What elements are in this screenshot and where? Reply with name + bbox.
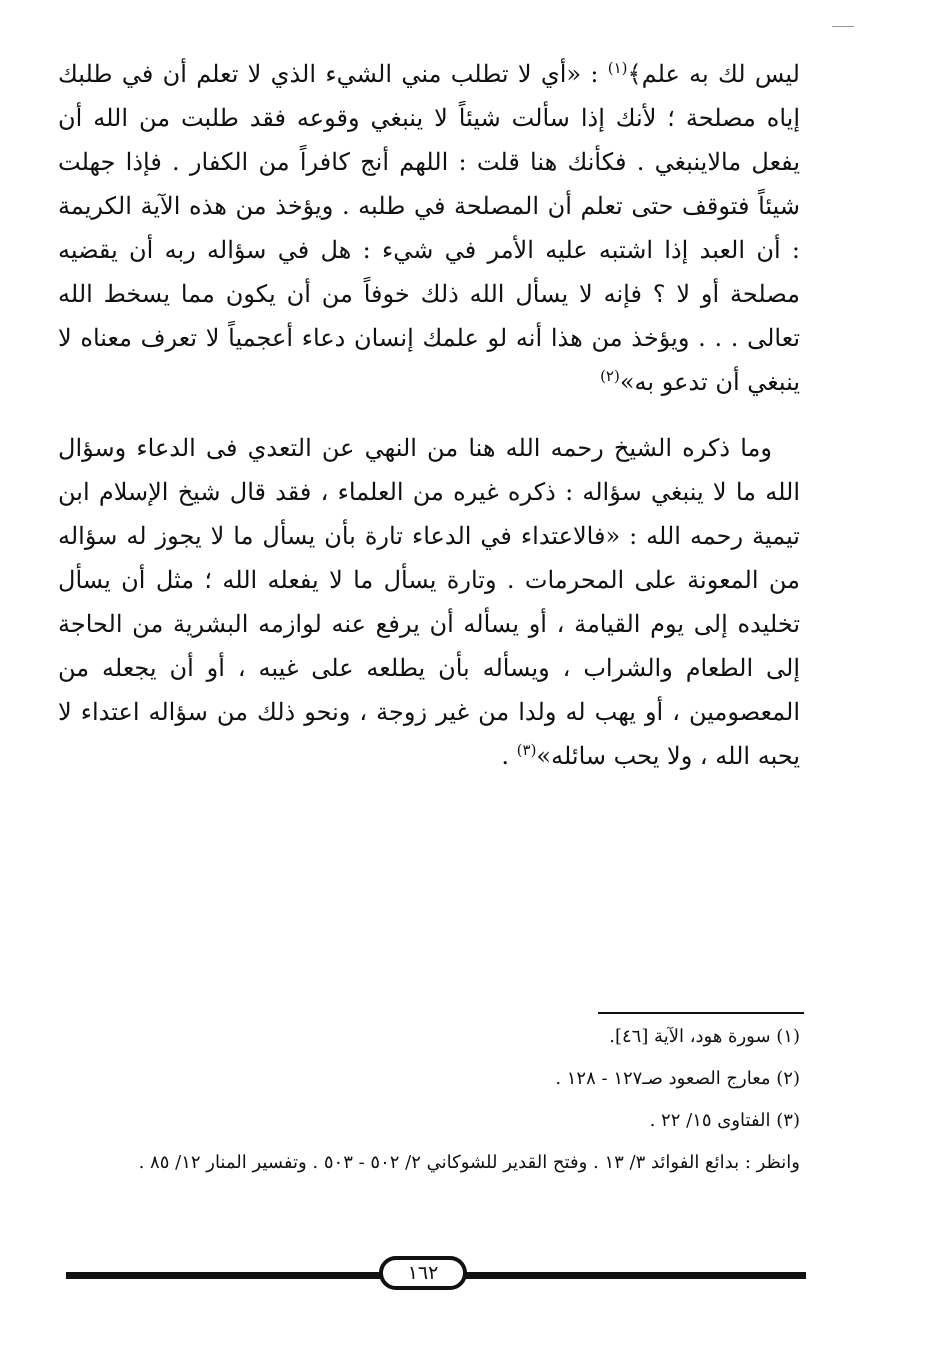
- footnote-ref-1: (١): [607, 59, 628, 77]
- paragraph-2-text: وما ذكره الشيخ رحمه الله هنا من النهي عن التعدي فى الدعاء وسؤال الله ما لا ينبغي سؤاله : ذكره غيره من العلماء ، فقد قال شيخ الإسلام ابن تيمية رحمه الله : «فالاعتداء في الدعاء تارة بأن يسأل ما لا يجوز له سؤاله من المعونة على المحرمات . وتارة يسأل ما لا يفعله الله ؛ مثل أن يسأل تخليده إلى يوم القيامة ، أو يسأله أن يرفع عنه لوازمه البشرية من الحاجة إلى الطعام والشراب ، ويسأله بأن يطلعه على غيبه ، أو أن يجعله من المعصومين ، أو يهب له ولدا من غير زوجة ، ونحو ذلك من سؤاله اعتداء لا يحبه الله ، ولا يحب سائله»: [58, 434, 800, 770]
- paragraph-2-end: .: [501, 742, 517, 770]
- paragraph-1: [58, 52, 800, 404]
- footer-rule-left: [66, 1272, 388, 1279]
- footnote-separator: [598, 1012, 804, 1014]
- paragraph-1-quote-open: ليس لك به علم﴾: [627, 60, 800, 88]
- footnote-3: (٣) الفتاوى ١٥/ ٢٢ .: [649, 1110, 800, 1131]
- scan-mark: [832, 26, 854, 27]
- footnote-ref-2: (٢): [600, 367, 620, 385]
- paragraph-2: [58, 426, 800, 778]
- footnote-see-also: وانظر : بدائع الفوائد ٣/ ١٣ . وفتح القدير للشوكاني ٢/ ٥٠٢ - ٥٠٣ . وتفسير المنار ١٢/ ٨٥ .: [138, 1152, 800, 1173]
- main-text: [58, 52, 800, 778]
- footer-rule-right: [458, 1272, 806, 1279]
- page-number: ١٦٢: [379, 1256, 467, 1290]
- footnote-1: (١) سورة هود، الآية [٤٦].: [609, 1026, 800, 1047]
- footnote-2: (٢) معارج الصعود صـ١٢٧ - ١٢٨ .: [555, 1068, 800, 1089]
- footnotes: [40, 1016, 800, 1184]
- footnote-ref-3: (٣): [516, 741, 537, 759]
- paragraph-1-quote: : «أي لا تطلب مني الشيء الذي لا تعلم أن في طلبك إياه مصلحة ؛ لأنك إذا سألت شيئاً لا ينبغي وقوعه فقد طلبت من الله أن يفعل مالاينبغي . فكأنك هنا قلت : اللهم أنج كافراً من الكفار . فإذا جهلت شيئاً فتوقف حتى تعلم أن المصلحة في طلبه . ويؤخذ من هذه الآية الكريمة : أن العبد إذا اشتبه عليه الأمر في شيء : هل في سؤاله ربه أن يقضيه مصلحة أو لا ؟ فإنه لا يسأل الله ذلك خوفاً من أن يكون مما يسخط الله تعالى . . . ويؤخذ من هذا أنه لو علمك إنسان دعاء أعجمياً لا تعرف معناه لا ينبغي أن تدعو به»: [58, 60, 800, 396]
